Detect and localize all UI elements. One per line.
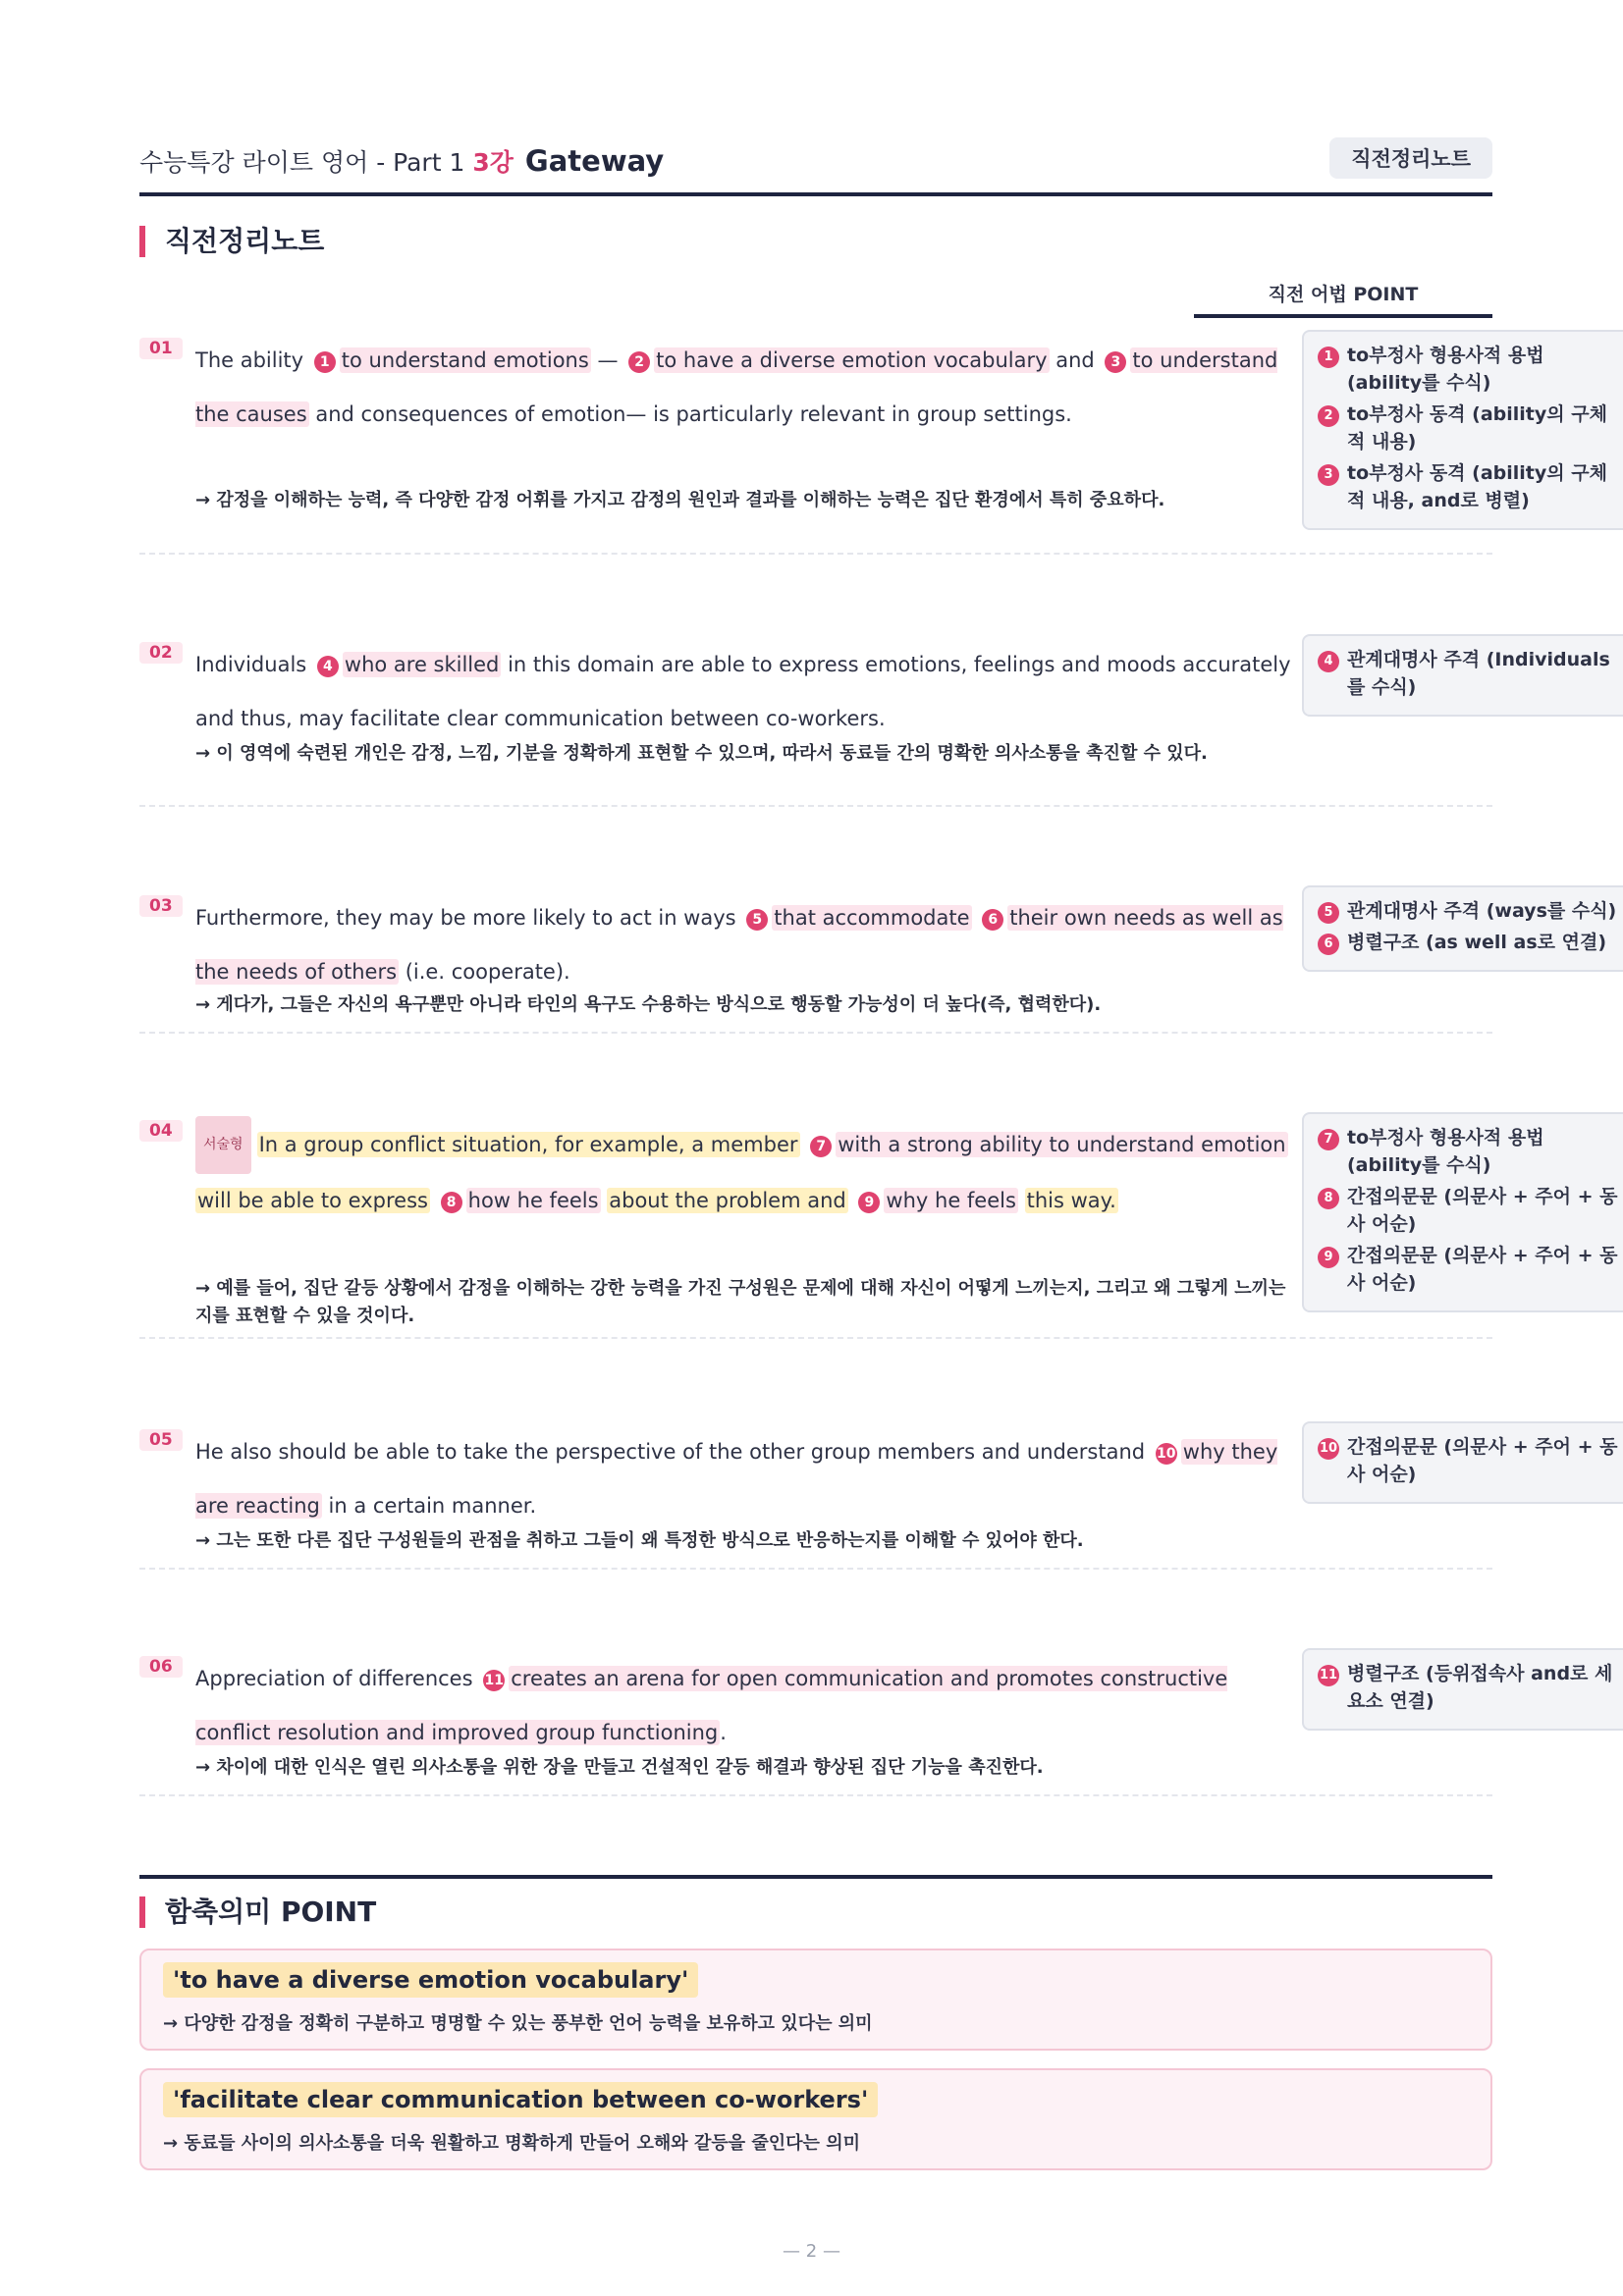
sentence-korean: → 예를 들어, 집단 갈등 상황에서 감정을 이해하는 강한 능력을 가진 구성원은 문제에 대해 자신이 어떻게 느끼는지, 그리고 왜 그렇게 느끼는지를 표현할 수 있을 것이다. [195, 1278, 1286, 1326]
grammar-note-box [1302, 1648, 1623, 1731]
circled-number-4-icon: 4 [1318, 651, 1339, 672]
sentence-text [972, 906, 979, 930]
sentence-text: in this domain are able to express emotions, feelings and moods accurately and thus, may facilitate clear communication between co-workers. [195, 653, 1291, 730]
sentence-number: 06 [139, 1656, 183, 1678]
sentence-english [195, 638, 1291, 746]
grammar-note-item [1318, 1242, 1618, 1297]
sentence-text: — [590, 348, 625, 372]
circled-number-10-icon: 10 [1156, 1443, 1177, 1465]
implied-phrase: 'to have a diverse emotion vocabulary' [163, 1962, 698, 1998]
header-badge: 직전정리노트 [1329, 137, 1492, 179]
page-number: — 2 — [783, 2241, 840, 2262]
sentence-korean: → 감정을 이해하는 능력, 즉 다양한 감정 어휘를 가지고 감정의 원인과 결과를 이해하는 능력은 집단 환경에서 특히 중요하다. [195, 490, 1165, 510]
grammar-highlight: who are skilled [344, 653, 500, 676]
gateway-label: Gateway [524, 144, 665, 178]
essay-question-tag: 서술형 [195, 1116, 251, 1174]
key-sentence-highlight: about the problem and [609, 1189, 846, 1212]
grammar-note-item [1318, 1124, 1618, 1179]
sentence-block-02 [139, 638, 1610, 807]
grammar-highlight: that accommodate [774, 906, 970, 930]
implied-phrase: 'facilitate clear communication between co-workers' [163, 2082, 878, 2117]
grammar-note-item [1318, 897, 1618, 925]
sentence-text [848, 1189, 855, 1212]
grammar-note-box [1302, 1112, 1623, 1312]
circled-number-8-icon: 8 [441, 1192, 462, 1213]
sentence-text [800, 1133, 807, 1156]
grammar-point-column-title: 직전 어법 POINT [1194, 280, 1492, 318]
grammar-note-item [1318, 1660, 1618, 1715]
circled-number-9-icon: 9 [1318, 1247, 1339, 1268]
sentence-text [430, 1189, 437, 1212]
sentence-number: 04 [139, 1120, 183, 1142]
circled-number-7-icon: 7 [1318, 1129, 1339, 1150]
grammar-highlight: creates an arena for open communication and promotes constructive conflict resolution and improved group functioning [195, 1667, 1228, 1744]
circled-number-2-icon: 2 [628, 351, 650, 373]
grammar-note-text: 간접의문문 (의문사 + 주어 + 동사 어순) [1347, 1245, 1618, 1294]
circled-number-11-icon: 11 [483, 1670, 505, 1691]
key-sentence-highlight: this way. [1026, 1189, 1116, 1212]
sentence-text: and [1049, 348, 1102, 372]
grammar-note-text: 병렬구조 (등위접속사 and로 세 요소 연결) [1347, 1663, 1613, 1712]
sentence-korean: → 그는 또한 다른 집단 구성원들의 관점을 취하고 그들이 왜 특정한 방식으로 반응하는지를 이해할 수 있어야 한다. [195, 1530, 1084, 1551]
sentence-block-06 [139, 1652, 1613, 1796]
sentence-number: 05 [139, 1429, 183, 1451]
circled-number-11-icon: 11 [1318, 1665, 1339, 1686]
grammar-note-item [1318, 459, 1618, 514]
grammar-note-box [1302, 330, 1623, 530]
implied-explanation: → 동료들 사이의 의사소통을 더욱 원활하고 명확하게 만들어 오해와 갈등을 줄인다는 의미 [163, 2133, 860, 2154]
circled-number-5-icon: 5 [1318, 902, 1339, 924]
grammar-note-text: 관계대명사 주격 (Individuals를 수식) [1347, 649, 1610, 698]
grammar-note-text: 간접의문문 (의문사 + 주어 + 동사 어순) [1347, 1436, 1618, 1485]
key-sentence-highlight: will be able to express [197, 1189, 428, 1212]
section-divider [139, 1875, 1492, 1879]
sentence-text: and consequences of emotion— is particularly relevant in group settings. [308, 402, 1072, 426]
grammar-note-item [1318, 1183, 1618, 1238]
sentence-text: Appreciation of differences [195, 1667, 480, 1690]
grammar-note-box [1302, 885, 1623, 972]
grammar-note-box [1302, 1421, 1623, 1504]
sentence-number: 03 [139, 895, 183, 917]
key-sentence-highlight: In a group conflict situation, for example, a member [258, 1133, 798, 1156]
sentence-text: The ability [195, 348, 310, 372]
implied-explanation: → 다양한 감정을 정확히 구분하고 명명할 수 있는 풍부한 언어 능력을 보유하고 있다는 의미 [163, 2013, 873, 2034]
section-title-implied-meaning: 함축의미 POINT [139, 1896, 376, 1928]
circled-number-8-icon: 8 [1318, 1188, 1339, 1209]
grammar-note-text: to부정사 동격 (ability의 구체적 내용, and로 병렬) [1347, 462, 1607, 511]
sentence-korean: → 게다가, 그들은 자신의 욕구뿐만 아니라 타인의 욕구도 수용하는 방식으로 행동할 가능성이 더 높다(즉, 협력한다). [195, 994, 1102, 1015]
header-title [139, 143, 664, 179]
sentence-english [195, 334, 1291, 442]
sentence-english [195, 1652, 1291, 1760]
grammar-note-box [1302, 634, 1623, 717]
sentence-number: 02 [139, 642, 183, 664]
circled-number-10-icon: 10 [1318, 1438, 1339, 1460]
sentence-block-04 [139, 1116, 1618, 1339]
sentence-text: He also should be able to take the perspective of the other group members and understand [195, 1440, 1152, 1464]
section-title-notes: 직전정리노트 [139, 226, 324, 257]
implied-meaning-box [139, 2068, 1492, 2170]
grammar-highlight: how he feels [467, 1189, 599, 1212]
grammar-highlight: why they are reacting [195, 1440, 1278, 1518]
circled-number-4-icon: 4 [317, 656, 339, 677]
sentence-english [195, 891, 1291, 999]
implied-meaning-box [139, 1949, 1492, 2051]
circled-number-3-icon: 3 [1105, 351, 1126, 373]
sentence-text [1018, 1189, 1025, 1212]
grammar-highlight: with a strong ability to understand emotion [838, 1133, 1286, 1156]
sentence-english [195, 1116, 1291, 1228]
grammar-note-text: to부정사 동격 (ability의 구체적 내용) [1347, 403, 1607, 453]
sentence-korean: → 이 영역에 숙련된 개인은 감정, 느낌, 기분을 정확하게 표현할 수 있으며, 따라서 동료들 간의 명확한 의사소통을 촉진할 수 있다. [195, 743, 1208, 764]
grammar-highlight: to have a diverse emotion vocabulary [656, 348, 1048, 372]
lesson-number: 3강 [472, 148, 514, 177]
sentence-text: . [720, 1721, 727, 1744]
sentence-block-03 [139, 891, 1617, 1034]
circled-number-6-icon: 6 [982, 909, 1003, 931]
sentence-english [195, 1425, 1291, 1533]
grammar-note-item [1318, 646, 1618, 701]
grammar-highlight: their own needs as well as the needs of others [195, 906, 1283, 984]
sentence-block-05 [139, 1425, 1618, 1570]
circled-number-2-icon: 2 [1318, 405, 1339, 427]
grammar-note-text: to부정사 형용사적 용법 (ability를 수식) [1347, 345, 1544, 394]
grammar-note-item [1318, 400, 1618, 455]
grammar-note-text: 병렬구조 (as well as로 연결) [1347, 932, 1607, 953]
grammar-highlight: to understand the causes [195, 348, 1278, 426]
grammar-note-item [1318, 929, 1618, 956]
sentence-block-01 [139, 334, 1607, 555]
circled-number-5-icon: 5 [746, 909, 768, 931]
sentence-number: 01 [139, 338, 183, 359]
book-title: 수능특강 라이트 영어 - Part 1 [139, 148, 465, 177]
circled-number-1-icon: 1 [1318, 347, 1339, 368]
sentence-text: (i.e. cooperate). [399, 960, 570, 984]
sentence-text: in a certain manner. [321, 1494, 537, 1518]
circled-number-1-icon: 1 [314, 351, 336, 373]
sentence-text: Individuals [195, 653, 313, 676]
grammar-note-text: 간접의문문 (의문사 + 주어 + 동사 어순) [1347, 1186, 1618, 1235]
sentence-text: Furthermore, they may be more likely to act in ways [195, 906, 743, 930]
grammar-highlight: why he feels [886, 1189, 1016, 1212]
grammar-note-text: 관계대명사 주격 (ways를 수식) [1347, 900, 1617, 922]
circled-number-3-icon: 3 [1318, 464, 1339, 486]
circled-number-6-icon: 6 [1318, 934, 1339, 955]
page-header [139, 137, 1492, 196]
sentence-korean: → 차이에 대한 인식은 열린 의사소통을 위한 장을 만들고 건설적인 갈등 해결과 향상된 집단 기능을 촉진한다. [195, 1757, 1044, 1778]
grammar-note-item [1318, 342, 1618, 397]
circled-number-9-icon: 9 [858, 1192, 880, 1213]
grammar-note-text: to부정사 형용사적 용법 (ability를 수식) [1347, 1127, 1544, 1176]
circled-number-7-icon: 7 [810, 1136, 832, 1157]
grammar-note-item [1318, 1433, 1618, 1488]
grammar-highlight: to understand emotions [341, 348, 589, 372]
